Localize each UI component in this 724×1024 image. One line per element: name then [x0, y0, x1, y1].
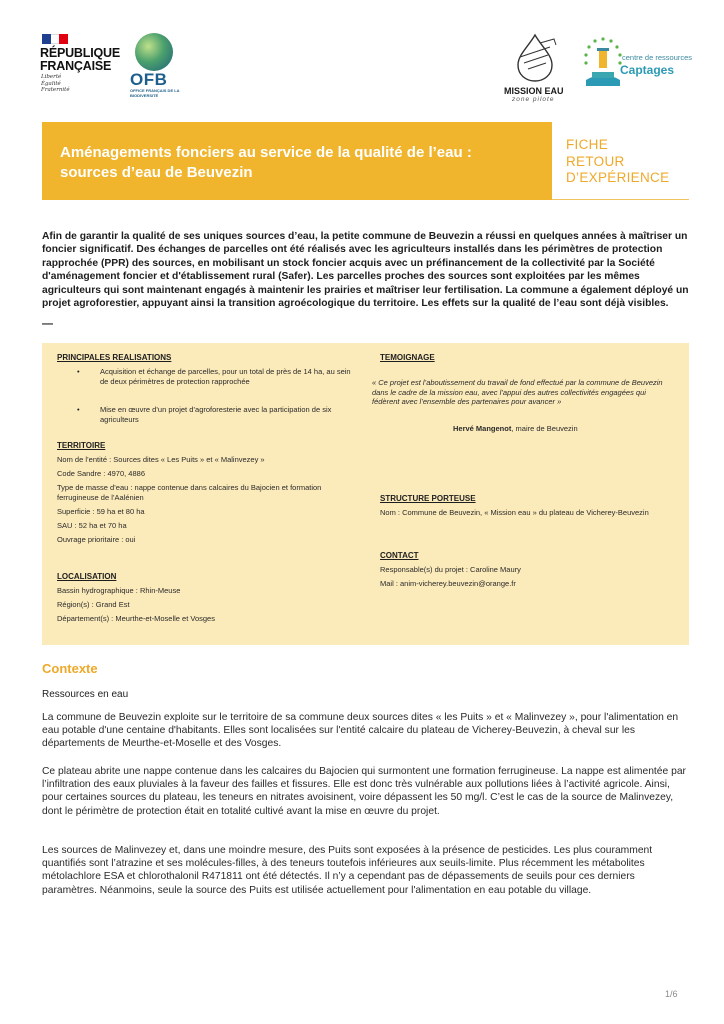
localisation-line: Région(s) : Grand Est — [57, 600, 130, 609]
intro-paragraph: Afin de garantir la qualité de ses uniques sources d’eau, la petite commune de Beuvezin a réussi en quelques années à maîtriser un foncier significatif. Des échanges de parcelles ont été réalisés avec les agriculteurs installés dans les périmètres de protection rapprochée (PPR) des sources, en mobilisant un stock foncier acquis avec un préfinancement de la collectivité par la Société d'aménagement foncier et d'établissement rural (Safer). Les parcelles proches des sources sont exploitées par les mêmes agriculteurs qui sont maintenant engagés à maintenir les prairies et maîtriser leur fertilisation. La commune a également déployé un projet agroforestier, appuyant ainsi la transition agroécologique du territoire. Les effets sur la qualité de l’eau sont déjà visibles. — [42, 231, 689, 310]
territoire-line: Superficie : 59 ha et 80 ha — [57, 507, 145, 516]
contexte-paragraph: La commune de Beuvezin exploite sur le territoire de sa commune deux sources dites « les Puits » et « Malinvezey », pour l'alimentation en eau potable d'une centaine d'habitants. Elles sont localisées sur l'entité calcaire du plateau de Vicherey-Beuvezin, à cheval sur les départements de Meurthe-et-Moselle et des Vosges. — [42, 712, 679, 750]
temoignage-author: Hervé Mangenot — [453, 424, 512, 433]
section-title-contexte: Contexte — [42, 661, 98, 676]
mission-eau-logo-icon — [510, 33, 560, 83]
ofb-logo-subtitle: OFFICE FRANÇAIS DE LA BIODIVERSITÉ — [130, 88, 180, 98]
realisation-item: Mise en œuvre d’un projet d’agroforesterie avec la participation de six agriculteurs — [100, 405, 332, 424]
realisations-heading: PRINCIPALES REALISATIONS — [57, 353, 172, 362]
bullet-icon: • — [77, 367, 80, 376]
captages-label: Captages — [620, 63, 675, 77]
territoire-line: Nom de l’entité : Sources dites « Les Puits » et « Malinvezey » — [57, 455, 265, 464]
contact-mail: Mail : anim-vicherey.beuvezin@orange.fr — [380, 579, 516, 588]
contexte-paragraph: Les sources de Malinvezey et, dans une moindre mesure, des Puits sont exposées à la présence de pesticides. Les plus couramment quantifiés sont l’atrazine et ses molécules-filles, à des teneurs toutefois inférieures aux seuils-limite. Plus récemment les métabolites métolachlore ESA et chlorothalonil R471811 ont été détectés. Il n’y a cependant pas de dépassements de seuils pour ces derniers paramètres. Néanmoins, seule la source des Puits est utilisée actuellement pour l'alimentation en eau potable du village. — [42, 845, 653, 896]
marianne-flag-icon — [42, 34, 68, 44]
contact-heading: CONTACT — [380, 551, 419, 560]
temoignage-role: , maire de Beuvezin — [511, 424, 578, 433]
localisation-line: Département(s) : Meurthe-et-Moselle et Vosges — [57, 614, 215, 623]
contexte-paragraph: Ce plateau abrite une nappe contenue dans les calcaires du Bajocien qui surmontent une formation ferrugineuse. La nappe est alimentée par l’infiltration des eaux pluviales à la faveur des failles et fissures. Elle est donc très vulnérable aux pollutions liées à l’activité agricole. Ainsi, pour certaines sources du plateau, les teneurs en nitrates avoisinent, voire dépassent les 50 mg/l. C’est le cas de la source de Malinvezey, dont le périmètre de protection était en totalité cultivé avant la mise en œuvre du projet. — [42, 766, 686, 817]
contact-responsible: Responsable(s) du projet : Caroline Maury — [380, 565, 521, 574]
localisation-heading: LOCALISATION — [57, 572, 117, 581]
temoignage-author-line — [453, 424, 673, 434]
fiche-label: FICHE RETOUR D’EXPÉRIENCE — [566, 137, 670, 185]
header-divider — [552, 199, 689, 200]
territoire-line: Type de masse d’eau : nappe contenue dans calcaires du Bajocien et formation ferrugineuse de l’Aalénien — [57, 483, 322, 502]
structure-text: Nom : Commune de Beuvezin, « Mission eau » du plateau de Vicherey-Beuvezin — [380, 508, 649, 517]
centre-ressources-logo-icon — [580, 36, 626, 88]
territoire-line: Ouvrage prioritaire : oui — [57, 535, 136, 544]
realisation-item: Acquisition et échange de parcelles, pour un total de près de 14 ha, au sein de deux périmètres de protection rapprochée — [100, 367, 351, 386]
ofb-logo-icon — [135, 33, 173, 71]
page-title: Aménagements fonciers au service de la qualité de l’eau : sources d’eau de Beuvezin — [60, 144, 472, 181]
section-subtitle: Ressources en eau — [42, 689, 129, 700]
mission-eau-label: MISSION EAU — [504, 86, 564, 96]
temoignage-quote: « Ce projet est l’aboutissement du travail de fond effectué par la commune de Beuvezin dans le cadre de la mission eau, avec l’appui des autres collectivités engagées qui fédèrent avec l’ensemble des partenaires pour avancer » — [372, 378, 663, 406]
page-number: 1/6 — [665, 989, 678, 999]
territoire-line: SAU : 52 ha et 70 ha — [57, 521, 127, 530]
mission-eau-sublabel: zone pilote — [512, 96, 555, 103]
centre-ressources-label: centre de ressources — [622, 53, 693, 62]
intro-dash: — — [42, 318, 53, 330]
bullet-icon: • — [77, 405, 80, 414]
territoire-line: Code Sandre : 4970, 4886 — [57, 469, 145, 478]
ofb-logo-text: OFB — [130, 70, 168, 89]
structure-heading: STRUCTURE PORTEUSE — [380, 494, 476, 503]
republic-motto: Liberté Égalité Fraternité — [41, 74, 70, 93]
temoignage-heading: TEMOIGNAGE — [380, 353, 435, 362]
territoire-heading: TERRITOIRE — [57, 441, 106, 450]
localisation-line: Bassin hydrographique : Rhin-Meuse — [57, 586, 181, 595]
republic-logo-title: RÉPUBLIQUE FRANÇAISE — [40, 46, 120, 73]
